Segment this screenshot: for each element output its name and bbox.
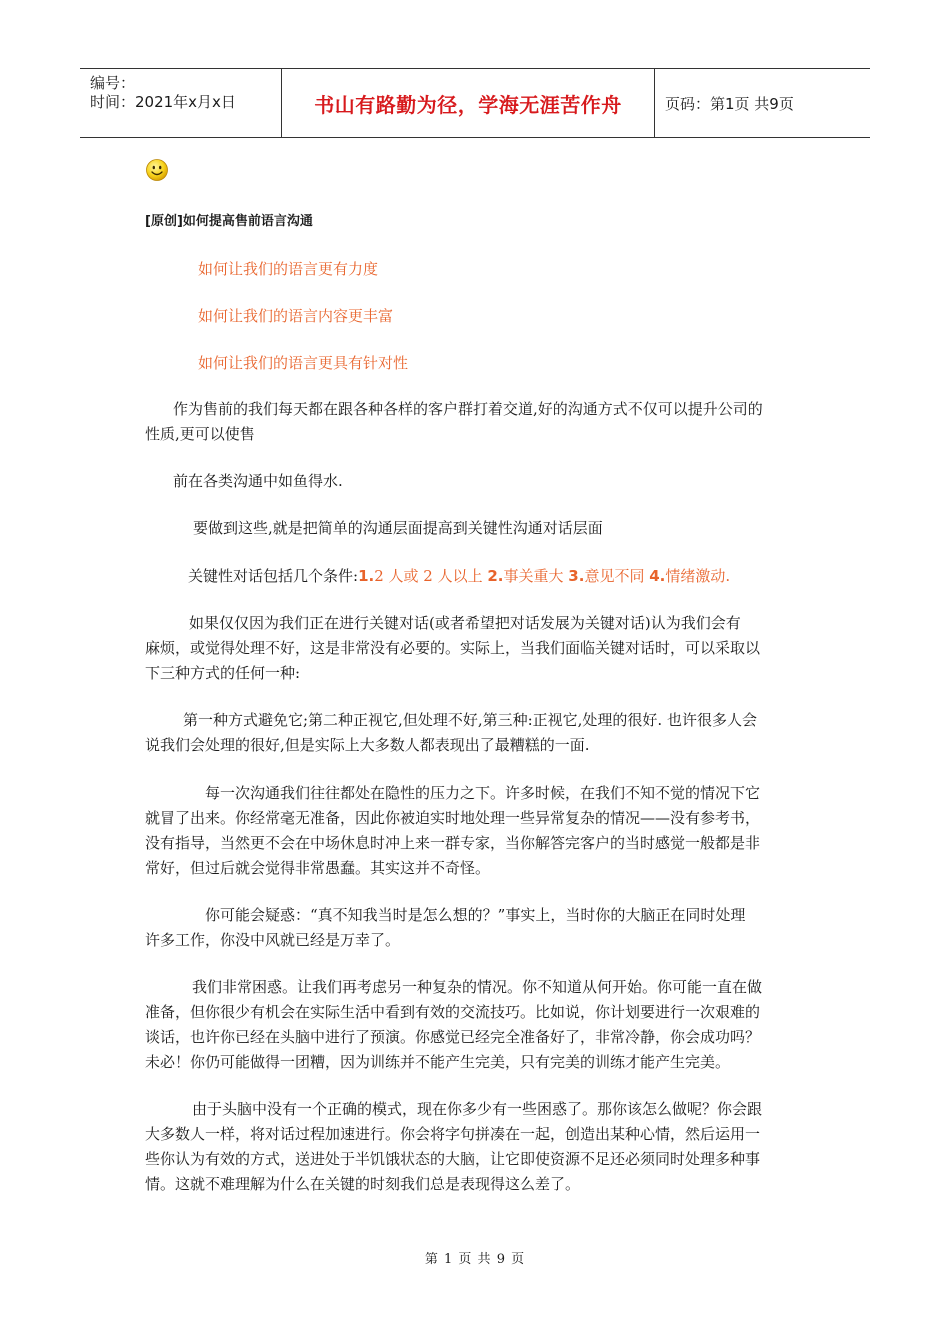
condition-text: 意见不同 (584, 567, 650, 585)
page-info: 页码：第1页 共9页 (665, 94, 794, 113)
header-table (80, 68, 870, 138)
paragraph (193, 516, 603, 541)
red-item: 如何让我们的语言内容更丰富 (198, 307, 394, 325)
text-line: 大多数人一样，将对话过程加速进行。你会将字句拼凑在一起，创造出某种心情，然后运用一 (145, 1125, 761, 1143)
text-line: 下三种方式的任何一种: (145, 664, 301, 682)
header-page-cell (655, 69, 870, 137)
text-line: 说我们会处理的很好,但是实际上大多数人都表现出了最糟糕的一面. (145, 736, 590, 754)
number-label: 编号： (90, 74, 136, 92)
page-footer: 第 1 页 共 9 页 (424, 1252, 526, 1267)
text-line (188, 564, 730, 589)
header-meta-cell (80, 69, 282, 137)
red-item: 如何让我们的语言更具有针对性 (198, 354, 409, 372)
text-line: 前在各类沟通中如鱼得水. (173, 472, 343, 490)
text-line: 未必！你仍可能做得一团糟，因为训练并不能产生完美，只有完美的训练才能产生完美。 (145, 1053, 731, 1071)
text-line: 性质,更可以使售 (145, 425, 255, 443)
text-line: 情。这就不难理解为什么在关键的时刻我们总是表现得这么差了。 (145, 1175, 581, 1193)
paragraph (173, 469, 343, 494)
key-conditions (188, 564, 730, 589)
text-line: 如果仅仅因为我们正在进行关键对话(或者希望把对话发展为关键对话)认为我们会有 (189, 614, 741, 632)
condition-number: 2. (487, 567, 504, 585)
condition-number: 3. (568, 567, 585, 585)
text-line: 第一种方式避免它;第二种正视它,但处理不好,第三种:正视它,处理的很好. 也许很多人会 (183, 711, 757, 729)
condition-number: 1. (358, 567, 375, 585)
smiley-icon (145, 158, 169, 182)
motto-text: 书山有路勤为径，学海无涯苦作舟 (314, 92, 622, 117)
red-item: 如何让我们的语言更有力度 (198, 260, 379, 278)
condition-text: 2 人或 2 人以上 (374, 567, 488, 585)
text-line: 些你认为有效的方式，送进处于半饥饿状态的大脑，让它即使资源不足还必须同时处理多种事 (145, 1150, 761, 1168)
paragraph (145, 708, 757, 758)
text-line: 由于头脑中没有一个正确的模式，现在你多少有一些困惑了。那你该怎么做呢？你会跟 (192, 1100, 763, 1118)
text-line: 没有指导，当然更不会在中场休息时冲上来一群专家，当你解答完客户的当时感觉一般都是非 (145, 834, 761, 852)
condition-text: 情绪激动. (665, 567, 731, 585)
paragraph (145, 903, 745, 953)
text-line: 你可能会疑惑：“真不知我当时是怎么想的？”事实上，当时你的大脑正在同时处理 (205, 906, 746, 924)
paragraph (145, 397, 763, 447)
text-line: 作为售前的我们每天都在跟各种各样的客户群打着交道,好的沟通方式不仅可以提升公司的 (173, 400, 763, 418)
text-line: 麻烦，或觉得处理不好，这是非常没有必要的。实际上，当我们面临关键对话时，可以采取以 (145, 639, 761, 657)
text-line: 就冒了出来。你经常毫无准备，因此你被迫实时地处理一些异常复杂的情况——没有参考书， (145, 809, 761, 827)
text-line: 常好，但过后就会觉得非常愚蠢。其实这并不奇怪。 (145, 859, 491, 877)
text-line: 谈话，也许你已经在头脑中进行了预演。你感觉已经完全准备好了，非常冷静，你会成功吗？ (145, 1028, 761, 1046)
text-line: 每一次沟通我们往往都处在隐性的压力之下。许多时候，在我们不知不觉的情况下它 (205, 784, 761, 802)
paragraph (145, 611, 760, 686)
condition-number: 4. (649, 567, 666, 585)
document-title: [原创]如何提高售前语言沟通 (145, 214, 313, 229)
text-line: 要做到这些,就是把简单的沟通层面提高到关键性沟通对话层面 (193, 519, 603, 537)
text-line: 我们非常困惑。让我们再考虑另一种复杂的情况。你不知道从何开始。你可能一直在做 (192, 978, 763, 996)
conditions-prefix: 关键性对话包括几个条件: (188, 567, 359, 585)
paragraph (145, 975, 762, 1075)
time-label: 时间：2021年x月x日 (90, 93, 236, 111)
text-line: 准备，但你很少有机会在实际生活中看到有效的交流技巧。比如说，你计划要进行一次艰难的 (145, 1003, 761, 1021)
paragraph (145, 781, 760, 881)
header-motto-cell (282, 69, 655, 137)
condition-text: 事关重大 (503, 567, 569, 585)
text-line: 许多工作，你没中风就已经是万幸了。 (145, 931, 401, 949)
paragraph (145, 1097, 762, 1197)
